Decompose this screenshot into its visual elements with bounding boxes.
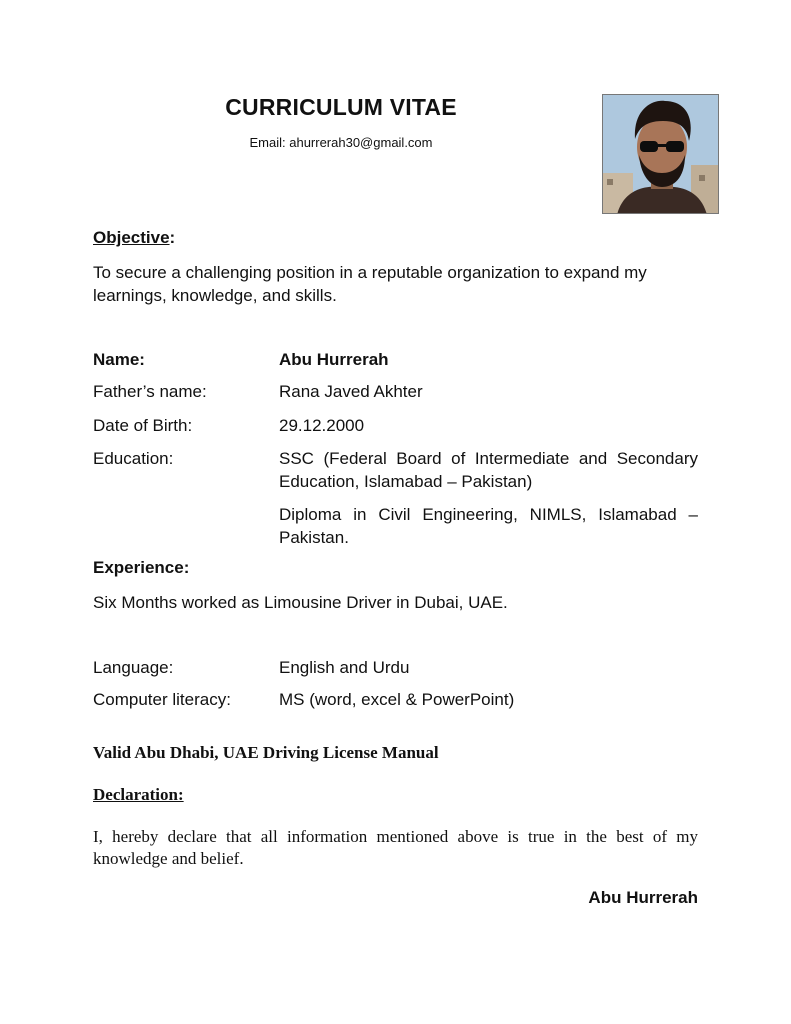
language-label: Language:	[93, 658, 174, 677]
profile-photo	[602, 94, 719, 214]
license-line: Valid Abu Dhabi, UAE Driving License Manual	[93, 743, 439, 762]
computer-literacy-value: MS (word, excel & PowerPoint)	[279, 690, 515, 709]
page-title: CURRICULUM VITAE	[225, 94, 457, 120]
education-diploma: Diploma in Civil Engineering, NIMLS, Islamabad – Pakistan.	[279, 505, 698, 547]
education-ssc: SSC (Federal Board of Intermediate and Secondary Education, Islamabad – Pakistan)	[279, 449, 698, 491]
dob-value: 29.12.2000	[279, 416, 365, 435]
name-label: Name:	[93, 350, 145, 369]
language-value: English and Urdu	[279, 658, 410, 677]
experience-text: Six Months worked as Limousine Driver in Dubai, UAE.	[93, 593, 508, 612]
objective-heading	[93, 228, 175, 248]
experience-heading: Experience:	[93, 558, 190, 577]
signature-name: Abu Hurrerah	[588, 888, 698, 907]
computer-literacy-label: Computer literacy:	[93, 690, 231, 709]
objective-heading-colon: :	[169, 228, 176, 247]
objective-text: To secure a challenging position in a reputable organization to expand my learnings, knowledge, and skills.	[93, 263, 647, 305]
dob-label: Date of Birth:	[93, 416, 193, 435]
declaration-heading: Declaration:	[93, 785, 184, 804]
portrait-image	[603, 95, 719, 214]
objective-heading-text: Objective	[93, 228, 170, 247]
email-line: Email: ahurrerah30@gmail.com	[249, 135, 433, 150]
name-value: Abu Hurrerah	[279, 350, 389, 369]
father-label: Father’s name:	[93, 382, 207, 401]
declaration-text: I, hereby declare that all information mentioned above is true in the best of my knowledge and belief.	[93, 827, 698, 868]
education-label: Education:	[93, 449, 174, 468]
father-value: Rana Javed Akhter	[279, 382, 423, 401]
